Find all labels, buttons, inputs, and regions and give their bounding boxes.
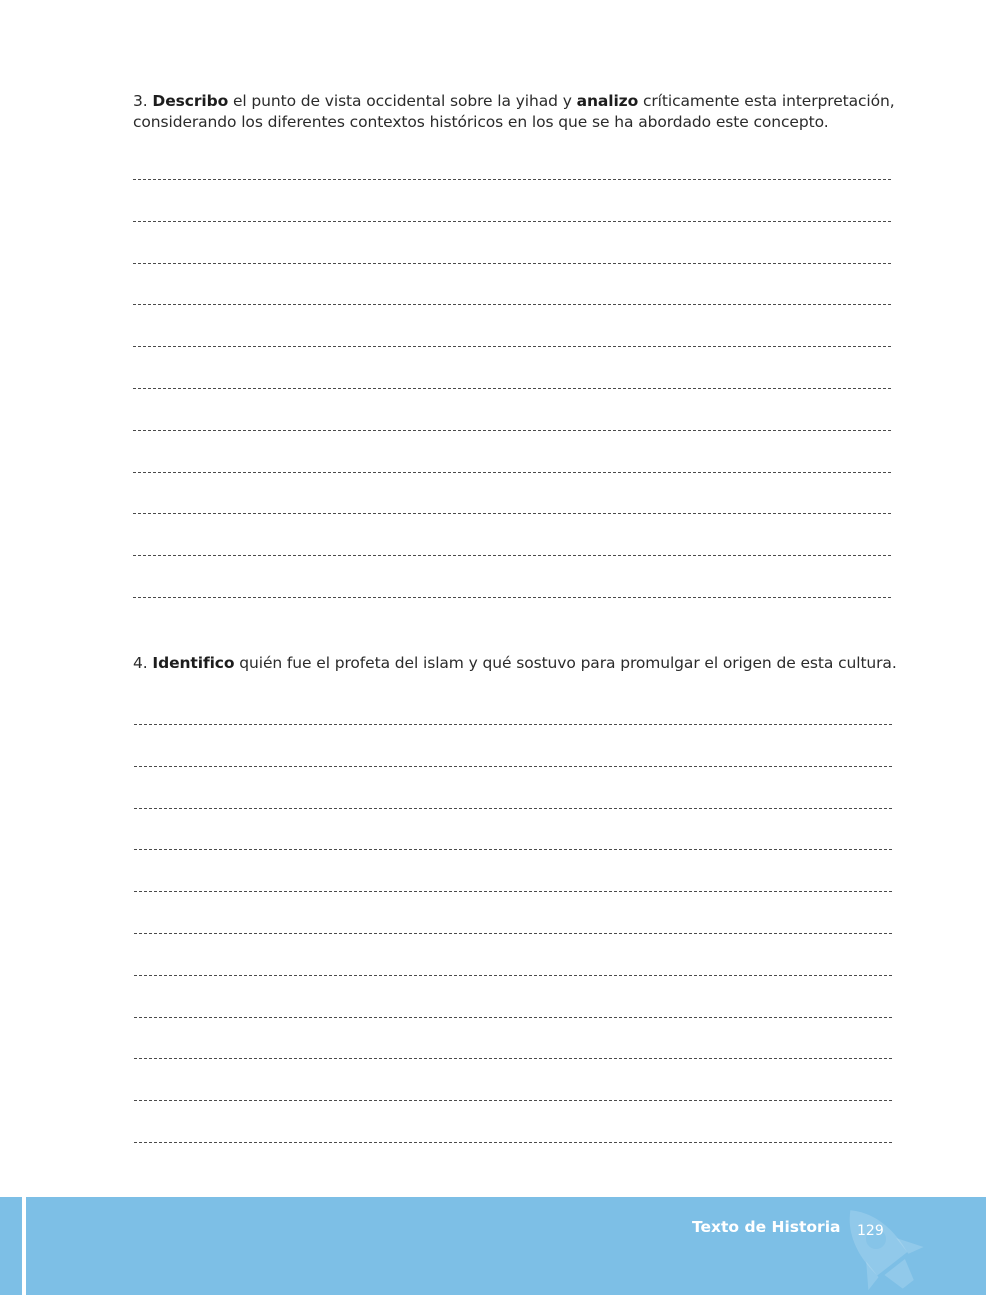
question-3-prompt — [133, 91, 913, 133]
answer-line[interactable] — [134, 1100, 892, 1101]
question-3-text-part1: el punto de vista occidental sobre la yihad y — [228, 92, 577, 110]
question-4-number: 4. — [133, 654, 148, 672]
question-4-text: quién fue el profeta del islam y qué sostuvo para promulgar el origen de esta cultura. — [234, 654, 897, 672]
question-4-verb-identifico: Identifico — [152, 654, 235, 672]
answer-line[interactable] — [134, 1142, 892, 1143]
answer-line[interactable] — [134, 933, 892, 934]
answer-line[interactable] — [133, 221, 891, 222]
question-4-prompt — [133, 653, 913, 674]
question-3-text-part2: críticamente esta interpretación, considerando los diferentes contextos históricos en los que se ha abordado este concepto. — [133, 92, 895, 131]
page-number: 129 — [857, 1223, 884, 1239]
answer-line[interactable] — [133, 179, 891, 180]
page-footer — [0, 1197, 986, 1295]
answer-line[interactable] — [134, 891, 892, 892]
question-3-verb-describo: Describo — [152, 92, 229, 110]
answer-line[interactable] — [133, 346, 891, 347]
answer-line[interactable] — [133, 555, 891, 556]
answer-line[interactable] — [133, 263, 891, 264]
rocket-icon — [828, 1197, 958, 1295]
answer-line[interactable] — [133, 597, 891, 598]
answer-line[interactable] — [133, 513, 891, 514]
answer-line[interactable] — [133, 430, 891, 431]
answer-line[interactable] — [134, 724, 892, 725]
answer-line[interactable] — [133, 472, 891, 473]
answer-line[interactable] — [134, 1017, 892, 1018]
answer-line[interactable] — [134, 975, 892, 976]
question-3-verb-analizo: analizo — [576, 92, 639, 110]
answer-line[interactable] — [134, 849, 892, 850]
answer-line[interactable] — [134, 1058, 892, 1059]
question-3-number: 3. — [133, 92, 148, 110]
footer-divider-stripe — [22, 1197, 26, 1295]
answer-line[interactable] — [134, 808, 892, 809]
answer-line[interactable] — [133, 304, 891, 305]
answer-line[interactable] — [133, 388, 891, 389]
footer-book-title: Texto de Historia — [692, 1218, 841, 1236]
answer-line[interactable] — [134, 766, 892, 767]
